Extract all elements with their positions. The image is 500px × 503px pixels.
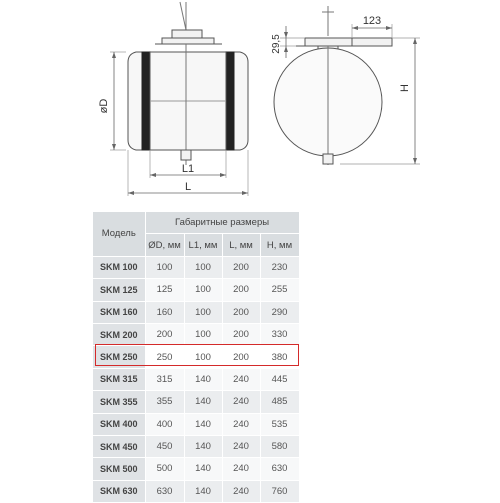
value-cell: 100 bbox=[184, 301, 222, 323]
model-cell: SKM 315 bbox=[93, 368, 145, 390]
value-cell: 240 bbox=[222, 391, 260, 413]
dimensions-table bbox=[93, 212, 300, 503]
value-cell: 445 bbox=[260, 368, 299, 390]
value-cell: 200 bbox=[222, 346, 260, 368]
table-row bbox=[93, 256, 299, 278]
value-cell: 400 bbox=[145, 413, 184, 435]
model-cell: SKM 355 bbox=[93, 391, 145, 413]
value-cell: 100 bbox=[184, 323, 222, 345]
value-cell: 200 bbox=[222, 323, 260, 345]
table-row bbox=[93, 458, 299, 480]
technical-drawing bbox=[0, 0, 500, 212]
value-cell: 125 bbox=[145, 279, 184, 301]
table-row bbox=[93, 435, 299, 457]
value-cell: 760 bbox=[260, 480, 299, 502]
value-cell: 485 bbox=[260, 391, 299, 413]
value-cell: 630 bbox=[260, 458, 299, 480]
model-cell: SKM 400 bbox=[93, 413, 145, 435]
value-cell: 630 bbox=[145, 480, 184, 502]
table-row bbox=[93, 279, 299, 301]
value-cell: 315 bbox=[145, 368, 184, 390]
table-row bbox=[93, 301, 299, 323]
table-body bbox=[93, 256, 299, 502]
model-cell: SKM 100 bbox=[93, 256, 145, 278]
value-cell: 200 bbox=[145, 323, 184, 345]
length-total-label: L bbox=[184, 181, 192, 193]
value-cell: 140 bbox=[184, 435, 222, 457]
table-row bbox=[93, 368, 299, 390]
value-cell: 200 bbox=[222, 301, 260, 323]
length-inner-label: L1 bbox=[181, 163, 195, 175]
model-cell: SKM 450 bbox=[93, 435, 145, 457]
side-view bbox=[110, 2, 248, 196]
table-row bbox=[93, 391, 299, 413]
table-row bbox=[93, 323, 299, 345]
value-cell: 100 bbox=[184, 256, 222, 278]
value-cell: 160 bbox=[145, 301, 184, 323]
value-cell: 140 bbox=[184, 458, 222, 480]
table-row bbox=[93, 346, 299, 368]
value-cell: 100 bbox=[184, 346, 222, 368]
value-cell: 240 bbox=[222, 413, 260, 435]
model-cell: SKM 250 bbox=[93, 346, 145, 368]
column-header: H, мм bbox=[260, 234, 299, 256]
value-cell: 535 bbox=[260, 413, 299, 435]
model-cell: SKM 125 bbox=[93, 279, 145, 301]
dimensions-group-header: Габаритные размеры bbox=[145, 212, 299, 234]
value-cell: 100 bbox=[145, 256, 184, 278]
column-header: L, мм bbox=[222, 234, 260, 256]
value-cell: 250 bbox=[145, 346, 184, 368]
value-cell: 355 bbox=[145, 391, 184, 413]
table-row bbox=[93, 480, 299, 502]
value-cell: 200 bbox=[222, 279, 260, 301]
value-cell: 450 bbox=[145, 435, 184, 457]
column-header: ØD, мм bbox=[145, 234, 184, 256]
model-cell: SKM 630 bbox=[93, 480, 145, 502]
value-cell: 140 bbox=[184, 413, 222, 435]
value-cell: 140 bbox=[184, 368, 222, 390]
value-cell: 255 bbox=[260, 279, 299, 301]
model-cell: SKM 500 bbox=[93, 458, 145, 480]
value-cell: 290 bbox=[260, 301, 299, 323]
value-cell: 500 bbox=[145, 458, 184, 480]
value-cell: 240 bbox=[222, 480, 260, 502]
column-header: L1, мм bbox=[184, 234, 222, 256]
diameter-label: øD bbox=[98, 98, 110, 114]
model-cell: SKM 160 bbox=[93, 301, 145, 323]
value-cell: 140 bbox=[184, 480, 222, 502]
model-column-header: Модель bbox=[93, 212, 145, 256]
value-cell: 100 bbox=[184, 279, 222, 301]
height-label: H bbox=[399, 84, 411, 92]
table-row bbox=[93, 413, 299, 435]
value-cell: 200 bbox=[222, 256, 260, 278]
value-cell: 240 bbox=[222, 368, 260, 390]
bracket-width-label: 123 bbox=[362, 15, 382, 27]
value-cell: 330 bbox=[260, 323, 299, 345]
offset-label: 29,5 bbox=[271, 34, 282, 54]
value-cell: 580 bbox=[260, 435, 299, 457]
value-cell: 140 bbox=[184, 391, 222, 413]
value-cell: 240 bbox=[222, 435, 260, 457]
model-cell: SKM 200 bbox=[93, 323, 145, 345]
value-cell: 240 bbox=[222, 458, 260, 480]
value-cell: 380 bbox=[260, 346, 299, 368]
value-cell: 230 bbox=[260, 256, 299, 278]
